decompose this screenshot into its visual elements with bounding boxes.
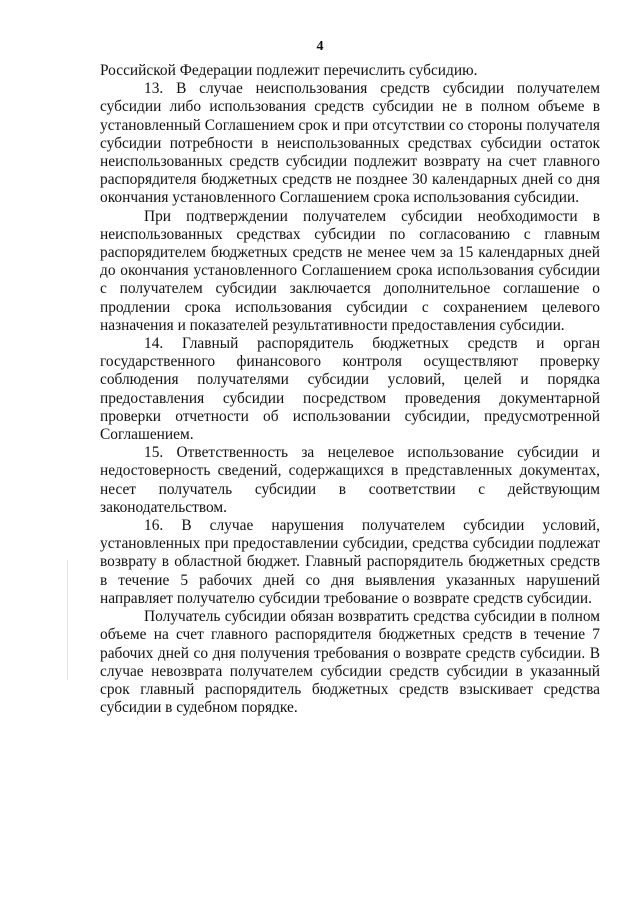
document-body (100, 62, 600, 717)
scan-artifact-line (67, 560, 68, 680)
paragraph-14: 14. Главный распорядитель бюджетных средств и орган государственного финансового контроля осуществляют проверку соблюдения получателями субсидии условий, целей и порядка предоставления субсидии посредством проведения документарной проверки отчетности об использовании субсидии, предусмотренной Соглашением. (100, 335, 600, 444)
paragraph-15: 15. Ответственность за нецелевое использование субсидии и недостоверность сведений, содержащихся в представленных документах, несет получатель субсидии в соответствии с действующим законодательством. (100, 444, 600, 516)
paragraph-13-extension: При подтверждении получателем субсидии необходимости в неиспользованных средствах субсидии по согласованию с главным распорядителем бюджетных средств не менее чем за 15 календарных дней до окончания установленного Соглашением срока использования субсидии с получателем субсидии заключается дополнительное соглашение о продлении срока использования субсидии с сохранением целевого назначения и показателей результативности предоставления субсидии. (100, 207, 600, 334)
paragraph-16: 16. В случае нарушения получателем субсидии условий, установленных при предоставлении субсидии, средства субсидии подлежат возврату в областной бюджет. Главный распорядитель бюджетных средств в течение 5 рабочих дней со дня выявления указанных нарушений направляет получателю субсидии требование о возврате средств субсидии. (100, 517, 600, 607)
paragraph-16-return: Получатель субсидии обязан возвратить средства субсидии в полном объеме на счет главного распорядителя бюджетных средств в течение 7 рабочих дней со дня получения требования о возврате средств субсидии. В случае невозврата получателем субсидии средств субсидии в указанный срок главный распорядитель бюджетных средств взыскивает средства субсидии в судебном порядке. (100, 608, 600, 717)
paragraph-continuation: Российской Федерации подлежит перечислить субсидию. (100, 62, 478, 79)
page-number: 4 (316, 39, 324, 54)
paragraph-13: 13. В случае неиспользования средств субсидии получателем субсидии либо использования средств субсидии не в полном объеме в установленный Соглашением срок и при отсутствии со стороны получателя субсидии потребности в неиспользованных средствах субсидии остаток неиспользованных средств субсидии подлежит возврату на счет главного распорядителя бюджетных средств не позднее 30 календарных дней со дня окончания установленного Соглашением срока использования субсидии. (100, 80, 600, 207)
